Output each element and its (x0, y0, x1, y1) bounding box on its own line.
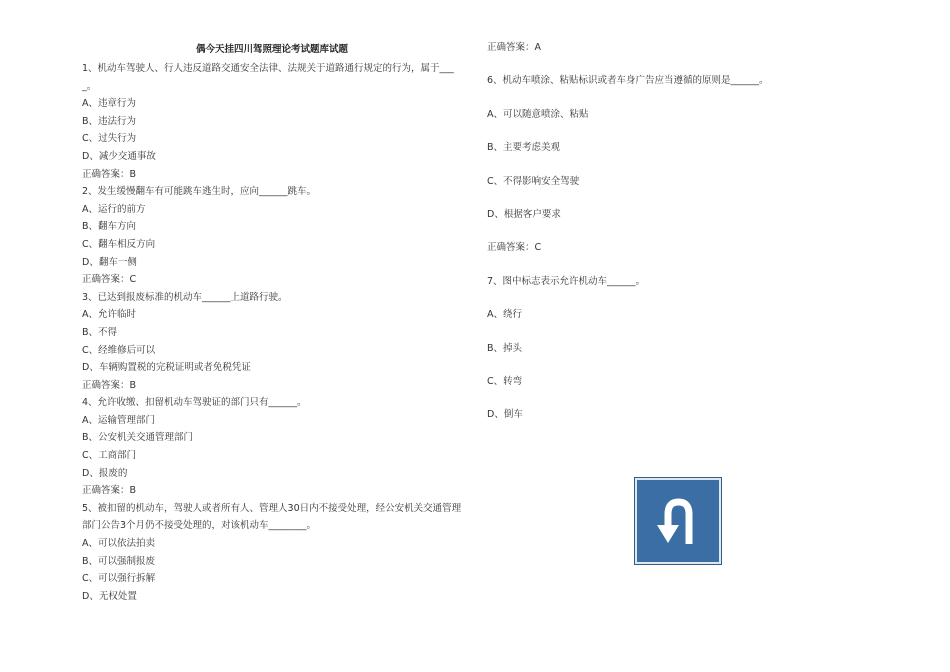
q2-answer: 正确答案：C (82, 274, 137, 286)
q5-option-d: D、无权处置 (82, 590, 137, 602)
q6-option-a: A、可以随意喷涂、粘贴 (487, 108, 589, 120)
q3-option-d: D、车辆购置税的完税证明或者免税凭证 (82, 362, 251, 374)
q2-option-a: A、运行的前方 (82, 203, 146, 215)
q5-option-a: A、可以依法拍卖 (82, 538, 155, 550)
question-7-text: 7、图中标志表示允许机动车______。 (487, 275, 646, 287)
q7-option-a: A、绕行 (487, 309, 522, 321)
q6-answer: 正确答案：C (487, 242, 542, 254)
q7-option-c: C、转弯 (487, 375, 523, 387)
q4-option-d: D、报废的 (82, 467, 128, 479)
q1-option-c: C、过失行为 (82, 133, 137, 145)
question-6-text: 6、机动车喷涂、粘贴标识或者车身广告应当遵循的原则是______。 (487, 75, 769, 87)
question-1-text: 1、机动车驾驶人、行人违反道路交通安全法律、法规关于道路通行规定的行为，属于____。 (82, 63, 454, 92)
q5-answer: 正确答案：A (487, 42, 541, 53)
question-2-text: 2、发生缓慢翻车有可能跳车逃生时，应向______跳车。 (82, 186, 317, 198)
q3-option-c: C、经维修后可以 (82, 344, 156, 356)
q4-option-c: C、工商部门 (82, 450, 137, 462)
q2-option-d: D、翻车一侧 (82, 256, 137, 268)
q6-option-c: C、不得影响安全驾驶 (487, 175, 580, 187)
question-3-text: 3、已达到报废标准的机动车______上道路行驶。 (82, 291, 288, 303)
q1-option-a: A、违章行为 (82, 98, 136, 110)
q6-option-d: D、根据客户要求 (487, 208, 561, 220)
q1-option-d: D、减少交通事故 (82, 150, 156, 162)
q7-option-b: B、掉头 (487, 342, 523, 354)
u-turn-arrow-icon (635, 478, 723, 566)
question-5-text: 5、被扣留的机动车，驾驶人或者所有人、管理人30日内不接受处理，经公安机关交通管理部门公告3个月仍不接受处理的，对该机动车________。 (82, 502, 462, 532)
q1-answer: 正确答案：B (82, 168, 137, 180)
q3-option-b: B、不得 (82, 326, 118, 338)
left-column (82, 60, 466, 605)
q2-option-c: C、翻车相反方向 (82, 238, 156, 250)
question-4-text: 4、允许收缴、扣留机动车驾驶证的部门只有______。 (82, 397, 307, 409)
q6-option-b: B、主要考虑美观 (487, 142, 561, 154)
q4-option-b: B、公安机关交通管理部门 (82, 432, 194, 444)
q2-option-b: B、翻车方向 (82, 221, 137, 233)
q5-option-b: B、可以强制报废 (82, 555, 156, 567)
q4-answer: 正确答案：B (82, 485, 137, 497)
q3-answer: 正确答案：B (82, 379, 137, 391)
q1-option-b: B、违法行为 (82, 115, 137, 127)
q5-option-c: C、可以强行拆解 (82, 573, 156, 585)
q4-option-a: A、运输管理部门 (82, 414, 155, 426)
right-column (487, 40, 887, 441)
q3-option-a: A、允许临时 (82, 309, 136, 321)
page-title: 偶今天挂四川驾照理论考试题库试题 (195, 44, 348, 55)
u-turn-sign-icon (634, 477, 722, 565)
q7-option-d: D、倒车 (487, 409, 523, 421)
